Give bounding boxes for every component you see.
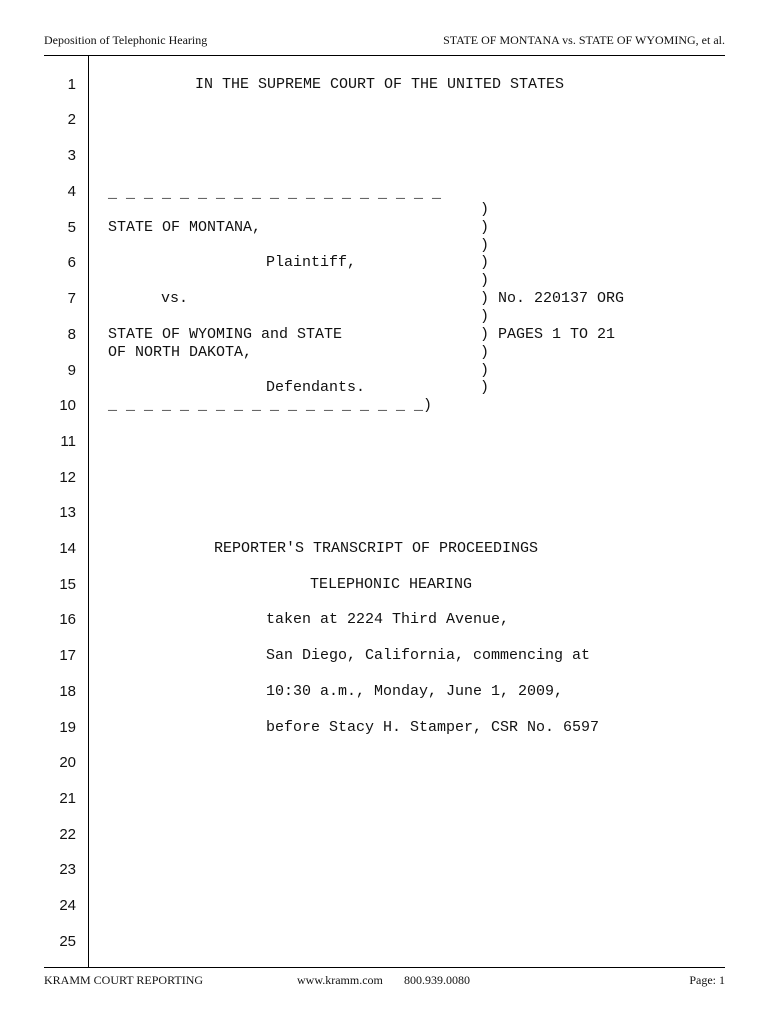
- plaintiff-role: Plaintiff,: [266, 254, 357, 271]
- line-number: 16: [59, 611, 76, 628]
- reporter-line: before Stacy H. Stamper, CSR No. 6597: [266, 719, 600, 736]
- line-number: 9: [67, 362, 76, 379]
- footer-phone: 800.939.0080: [404, 973, 470, 987]
- footer-company: KRAMM COURT REPORTING: [44, 973, 204, 987]
- header-rule: [44, 55, 725, 56]
- caption-paren: ): [480, 308, 490, 325]
- case-number: ) No. 220137 ORG: [480, 290, 625, 307]
- line-number: 17: [59, 647, 76, 664]
- line-number: 20: [59, 754, 76, 771]
- caption-paren: ): [480, 201, 490, 218]
- court-name: IN THE SUPREME COURT OF THE UNITED STATES: [195, 76, 565, 93]
- defendant-party-line2: OF NORTH DAKOTA,: [108, 344, 253, 361]
- line-number: 6: [67, 254, 76, 271]
- caption-paren: ): [480, 362, 490, 379]
- margin-line: [88, 55, 89, 967]
- line-number: 22: [59, 826, 76, 843]
- transcript-subtitle: TELEPHONIC HEARING: [310, 576, 473, 593]
- versus: vs.: [161, 290, 189, 307]
- caption-paren: ): [480, 254, 490, 271]
- line-number: 5: [67, 219, 76, 236]
- line-number: 7: [67, 290, 76, 307]
- line-number: 4: [67, 183, 76, 200]
- page-range: ) PAGES 1 TO 21: [480, 326, 616, 343]
- line-number: 14: [59, 540, 76, 557]
- defendant-party-line1: STATE OF WYOMING and STATE: [108, 326, 343, 343]
- line-number: 2: [67, 111, 76, 128]
- line-number: 25: [59, 933, 76, 950]
- transcript-title: REPORTER'S TRANSCRIPT OF PROCEEDINGS: [214, 540, 539, 557]
- line-number: 3: [67, 147, 76, 164]
- line-number: 13: [59, 504, 76, 521]
- line-number: 15: [59, 576, 76, 593]
- line-number: 1: [67, 76, 76, 93]
- caption-paren: ): [480, 237, 490, 254]
- line-number: 19: [59, 719, 76, 736]
- page-header-left: Deposition of Telephonic Hearing: [44, 33, 208, 47]
- line-number: 12: [59, 469, 76, 486]
- line-number: 8: [67, 326, 76, 343]
- plaintiff-party: STATE OF MONTANA,: [108, 219, 262, 236]
- datetime-line: 10:30 a.m., Monday, June 1, 2009,: [266, 683, 564, 700]
- line-number: 21: [59, 790, 76, 807]
- location-line: taken at 2224 Third Avenue,: [266, 611, 510, 628]
- footer-page-number: Page: 1: [689, 973, 725, 987]
- caption-dashes-top: _ _ _ _ _ _ _ _ _ _ _ _ _ _ _ _ _ _ _: [108, 185, 442, 202]
- line-number: 18: [59, 683, 76, 700]
- line-number: 11: [60, 433, 76, 450]
- caption-dashes-bottom: _ _ _ _ _ _ _ _ _ _ _ _ _ _ _ _ _ _): [108, 397, 433, 414]
- city-line: San Diego, California, commencing at: [266, 647, 591, 664]
- caption-paren: ): [480, 379, 490, 396]
- defendant-role: Defendants.: [266, 379, 366, 396]
- line-number: 23: [59, 861, 76, 878]
- caption-paren: ): [480, 272, 490, 289]
- page-header-right: STATE OF MONTANA vs. STATE OF WYOMING, et al.: [443, 33, 725, 47]
- caption-paren: ): [480, 344, 490, 361]
- line-number: 24: [59, 897, 76, 914]
- footer-rule: [44, 967, 725, 968]
- footer-website: www.kramm.com: [297, 973, 383, 987]
- caption-paren: ): [480, 219, 490, 236]
- line-number: 10: [59, 397, 76, 414]
